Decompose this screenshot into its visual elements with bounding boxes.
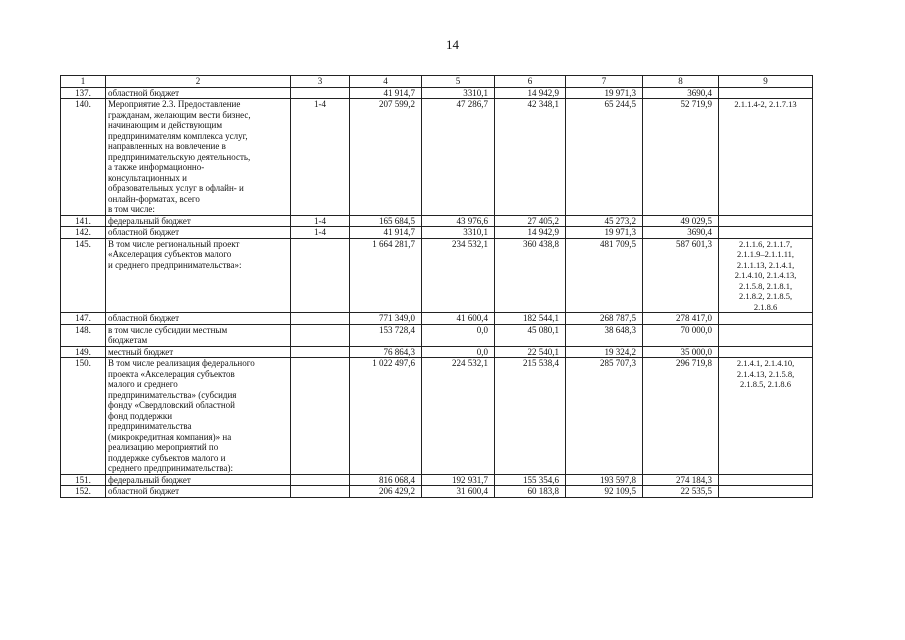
row-code: 1-4 bbox=[291, 99, 350, 216]
value-year-2: 14 942,9 bbox=[495, 87, 566, 99]
value-year-3: 92 109,5 bbox=[566, 486, 643, 498]
value-year-1: 3310,1 bbox=[422, 227, 495, 239]
value-year-3: 19 324,2 bbox=[566, 346, 643, 358]
value-total: 165 684,5 bbox=[350, 215, 422, 227]
target-codes: 2.1.1.6, 2.1.1.7, 2.1.1.9–2.1.1.11, 2.1.1.13, 2.1.4.1, 2.1.4.10, 2.1.4.13, 2.1.5.8, 2.1.8.1, 2.1.8.2, 2.1.8.5, 2.1.8.6 bbox=[719, 238, 813, 313]
value-year-3: 19 971,3 bbox=[566, 87, 643, 99]
value-year-1: 224 532,1 bbox=[422, 358, 495, 475]
column-header: 5 bbox=[422, 76, 495, 88]
table-row bbox=[61, 227, 813, 239]
table-row bbox=[61, 486, 813, 498]
row-name: В том числе реализация федерального проекта «Акселерация субъектов малого и среднего предпринимательства» (субсидия фонду «Свердловский областной фонд поддержки предпринимательства (микрокредитная компания)» на реализацию мероприятий по поддержке субъектов малого и среднего предпринимательства): bbox=[106, 358, 291, 475]
row-code bbox=[291, 238, 350, 313]
target-codes bbox=[719, 87, 813, 99]
column-header: 6 bbox=[495, 76, 566, 88]
column-header: 7 bbox=[566, 76, 643, 88]
row-name: в том числе субсидии местным бюджетам bbox=[106, 324, 291, 346]
column-header: 4 bbox=[350, 76, 422, 88]
row-number: 137. bbox=[61, 87, 106, 99]
target-codes bbox=[719, 324, 813, 346]
target-codes bbox=[719, 313, 813, 325]
value-year-4: 274 184,3 bbox=[643, 474, 719, 486]
row-number: 149. bbox=[61, 346, 106, 358]
value-total: 41 914,7 bbox=[350, 227, 422, 239]
row-name: В том числе региональный проект «Акселерация субъектов малого и среднего предпринимательства»: bbox=[106, 238, 291, 313]
row-name: областной бюджет bbox=[106, 486, 291, 498]
row-code bbox=[291, 486, 350, 498]
row-code bbox=[291, 324, 350, 346]
value-year-4: 22 535,5 bbox=[643, 486, 719, 498]
value-total: 1 664 281,7 bbox=[350, 238, 422, 313]
column-number-row bbox=[61, 76, 813, 88]
value-year-1: 0,0 bbox=[422, 324, 495, 346]
row-name: Мероприятие 2.3. Предоставление гражданам, желающим вести бизнес, начинающим и действующим предпринимателям комплекса услуг, направленных на вовлечение в предпринимательскую деятельность, а также информационно- консультационных и образовательных услуг в офлайн- и онлайн-форматах, всего в том числе: bbox=[106, 99, 291, 216]
value-year-1: 41 600,4 bbox=[422, 313, 495, 325]
value-year-4: 296 719,8 bbox=[643, 358, 719, 475]
column-header: 8 bbox=[643, 76, 719, 88]
row-code: 1-4 bbox=[291, 227, 350, 239]
target-codes: 2.1.4.1, 2.1.4.10, 2.1.4.13, 2.1.5.8, 2.1.8.5, 2.1.8.6 bbox=[719, 358, 813, 475]
row-number: 145. bbox=[61, 238, 106, 313]
value-year-3: 45 273,2 bbox=[566, 215, 643, 227]
row-name: областной бюджет bbox=[106, 313, 291, 325]
target-codes bbox=[719, 346, 813, 358]
value-year-1: 234 532,1 bbox=[422, 238, 495, 313]
value-year-2: 22 540,1 bbox=[495, 346, 566, 358]
value-year-1: 47 286,7 bbox=[422, 99, 495, 216]
value-total: 771 349,0 bbox=[350, 313, 422, 325]
row-name: областной бюджет bbox=[106, 227, 291, 239]
row-number: 147. bbox=[61, 313, 106, 325]
value-year-3: 19 971,3 bbox=[566, 227, 643, 239]
value-total: 76 864,3 bbox=[350, 346, 422, 358]
value-year-2: 60 183,8 bbox=[495, 486, 566, 498]
value-year-1: 31 600,4 bbox=[422, 486, 495, 498]
row-number: 150. bbox=[61, 358, 106, 475]
value-year-2: 27 405,2 bbox=[495, 215, 566, 227]
value-year-4: 49 029,5 bbox=[643, 215, 719, 227]
row-name: федеральный бюджет bbox=[106, 474, 291, 486]
row-number: 141. bbox=[61, 215, 106, 227]
value-total: 207 599,2 bbox=[350, 99, 422, 216]
target-codes bbox=[719, 227, 813, 239]
table-row bbox=[61, 474, 813, 486]
value-year-2: 215 538,4 bbox=[495, 358, 566, 475]
value-total: 153 728,4 bbox=[350, 324, 422, 346]
column-header: 2 bbox=[106, 76, 291, 88]
row-number: 152. bbox=[61, 486, 106, 498]
value-year-4: 587 601,3 bbox=[643, 238, 719, 313]
value-year-2: 45 080,1 bbox=[495, 324, 566, 346]
value-total: 1 022 497,6 bbox=[350, 358, 422, 475]
target-codes bbox=[719, 474, 813, 486]
value-year-2: 14 942,9 bbox=[495, 227, 566, 239]
target-codes: 2.1.1.4-2, 2.1.7.13 bbox=[719, 99, 813, 216]
column-header: 1 bbox=[61, 76, 106, 88]
value-total: 206 429,2 bbox=[350, 486, 422, 498]
row-code: 1-4 bbox=[291, 215, 350, 227]
budget-table bbox=[60, 75, 813, 498]
value-year-4: 3690,4 bbox=[643, 227, 719, 239]
table-row bbox=[61, 87, 813, 99]
row-code bbox=[291, 313, 350, 325]
value-year-2: 155 354,6 bbox=[495, 474, 566, 486]
column-header: 3 bbox=[291, 76, 350, 88]
value-year-3: 65 244,5 bbox=[566, 99, 643, 216]
row-number: 142. bbox=[61, 227, 106, 239]
row-number: 140. bbox=[61, 99, 106, 216]
value-year-4: 70 000,0 bbox=[643, 324, 719, 346]
row-number: 151. bbox=[61, 474, 106, 486]
value-year-4: 3690,4 bbox=[643, 87, 719, 99]
value-year-4: 278 417,0 bbox=[643, 313, 719, 325]
value-total: 41 914,7 bbox=[350, 87, 422, 99]
value-year-1: 192 931,7 bbox=[422, 474, 495, 486]
table-row bbox=[61, 215, 813, 227]
value-year-4: 35 000,0 bbox=[643, 346, 719, 358]
target-codes bbox=[719, 215, 813, 227]
value-year-2: 360 438,8 bbox=[495, 238, 566, 313]
table-row bbox=[61, 238, 813, 313]
table-row bbox=[61, 324, 813, 346]
row-number: 148. bbox=[61, 324, 106, 346]
value-year-3: 481 709,5 bbox=[566, 238, 643, 313]
value-year-3: 285 707,3 bbox=[566, 358, 643, 475]
value-year-3: 38 648,3 bbox=[566, 324, 643, 346]
row-code bbox=[291, 346, 350, 358]
target-codes bbox=[719, 486, 813, 498]
value-year-2: 182 544,1 bbox=[495, 313, 566, 325]
row-code bbox=[291, 87, 350, 99]
table-row bbox=[61, 346, 813, 358]
value-year-4: 52 719,9 bbox=[643, 99, 719, 216]
value-year-1: 0,0 bbox=[422, 346, 495, 358]
row-code bbox=[291, 474, 350, 486]
page-number: 14 bbox=[446, 37, 459, 52]
value-year-3: 193 597,8 bbox=[566, 474, 643, 486]
value-year-1: 43 976,6 bbox=[422, 215, 495, 227]
row-name: федеральный бюджет bbox=[106, 215, 291, 227]
value-year-2: 42 348,1 bbox=[495, 99, 566, 216]
table-row bbox=[61, 313, 813, 325]
table-row bbox=[61, 358, 813, 475]
row-name: областной бюджет bbox=[106, 87, 291, 99]
value-total: 816 068,4 bbox=[350, 474, 422, 486]
row-code bbox=[291, 358, 350, 475]
row-name: местный бюджет bbox=[106, 346, 291, 358]
value-year-3: 268 787,5 bbox=[566, 313, 643, 325]
column-header: 9 bbox=[719, 76, 813, 88]
table-row bbox=[61, 99, 813, 216]
value-year-1: 3310,1 bbox=[422, 87, 495, 99]
